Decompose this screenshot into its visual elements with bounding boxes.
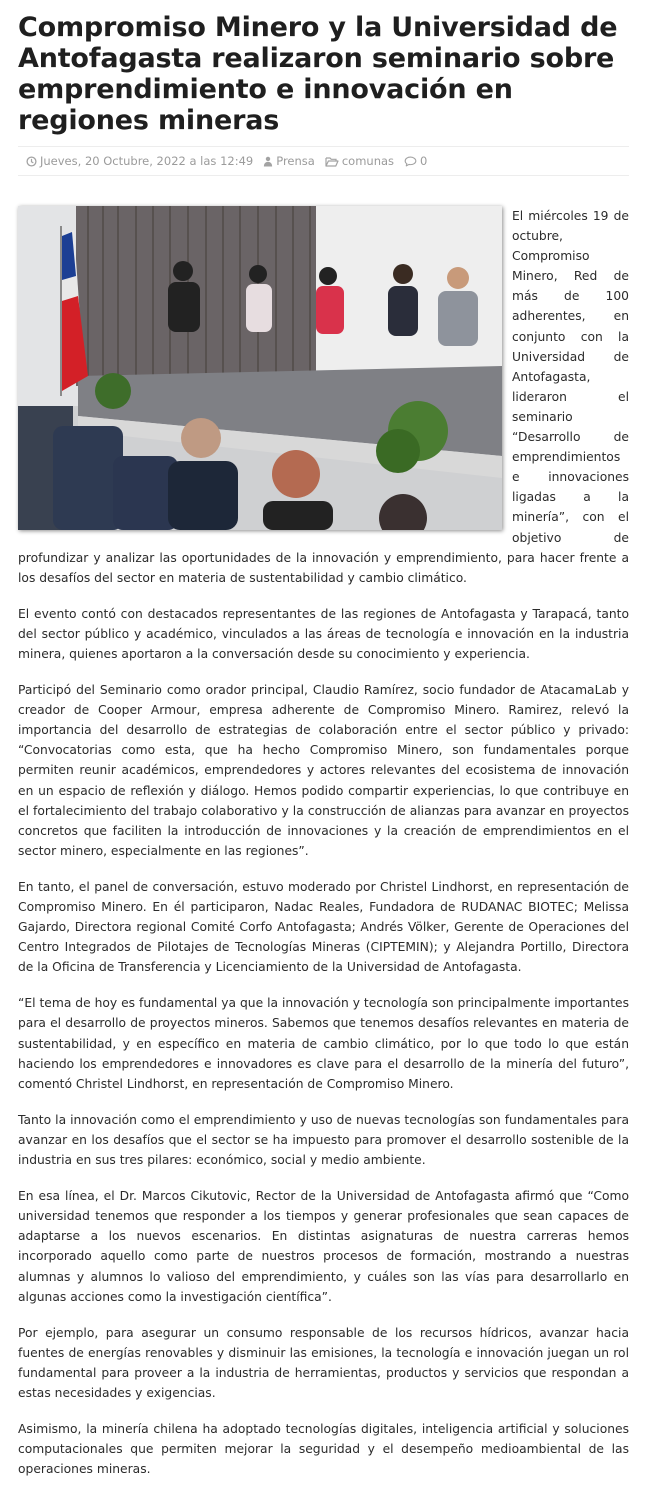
comment-icon xyxy=(404,156,417,167)
paragraph: En esa línea, el Dr. Marcos Cikutovic, Rector de la Universidad de Antofagasta afirmó que “Como universidad tenemos que responder a los tiempos y generar profesionales que sean capaces de adaptarse a los nuevos escenarios. En distintas asignaturas de nuestra carreras hemos incorporado aquello como parte de nuestros procesos de formación, mostrando a nuestras alumnas y alumnos lo valioso del emprendimiento, y cuáles son las vías para desarrollarlo en algunas acciones como la investigación científica”. xyxy=(18,1189,629,1304)
paragraph: El miércoles 19 de octubre, Compromiso Minero, Red de más de 100 adherentes, en conjunto con la Universidad de Antofagasta, lideraron el seminario “Desarrollo de emprendimientos e innovaciones ligadas a la minería”, con el objetivo de profundizar y analizar las oportunidades de la innovación y emprendimiento, para hacer frente a los desafíos del sector en materia de sustentabilidad y cambio climático. xyxy=(18,209,629,585)
paragraph: El evento contó con destacados representantes de las regiones de Antofagasta y Tarapacá, tanto del sector público y académico, vinculados a las áreas de tecnología e innovación en la industria minera, quienes aportaron a la conversación desde su conocimiento y experiencia. xyxy=(18,606,629,661)
article-title: Compromiso Minero y la Universidad de Antofagasta realizaron seminario sobre emprendimiento e innovación en regiones mineras xyxy=(18,12,618,136)
meta-author[interactable] xyxy=(263,154,315,168)
meta-date-text: Jueves, 20 Octubre, 2022 a las 12:49 xyxy=(40,154,254,168)
article-photo xyxy=(18,206,502,530)
meta-author-link[interactable]: Prensa xyxy=(276,154,315,168)
meta-comments[interactable] xyxy=(404,154,427,168)
seminar-photo xyxy=(18,206,502,530)
folder-open-icon xyxy=(325,156,339,167)
meta-category-link[interactable]: comunas xyxy=(341,154,395,168)
meta-comments-count[interactable]: 0 xyxy=(420,154,428,168)
paragraph: En tanto, el panel de conversación, estuvo moderado por Christel Lindhorst, en representación de Compromiso Minero. En él participaron, Nadac Reales, Fundadora de RUDANAC BIOTEC; Melissa Gajardo, Directora regional Comité Corfo Antofagasta; Andrés Völker, Gerente de Operaciones del Centro Integrados de Pilotajes de Tecnologías Mineras (CIPTEMIN); y Alejandra Portillo, Directora de la Oficina de Transferencia y Licenciamiento de la Universidad de Antofagasta. xyxy=(18,879,629,975)
paragraph: Asimismo, la minería chilena ha adoptado tecnologías digitales, inteligencia artificial y soluciones computacionales que permiten mejorar la seguridad y el desempeño medioambiental de las operaciones mineras. xyxy=(18,1422,629,1477)
paragraph: Por ejemplo, para asegurar un consumo responsable de los recursos hídricos, avanzar hacia fuentes de energías renovables y disminuir las emisiones, la tecnología e innovación juegan un rol fundamental para proveer a la industria de herramientas, productos y servicios que respondan a estas necesidades y exigencias. xyxy=(18,1325,629,1400)
clock-icon xyxy=(26,156,37,167)
paragraph: Tanto la innovación como el emprendimiento y uso de nuevas tecnologías son fundamentales para avanzar en los desafíos que el sector se ha impuesto para promover el desarrollo sostenible de la industria en sus tres pilares: económico, social y medio ambiente. xyxy=(18,1112,629,1168)
article-body xyxy=(18,206,629,1479)
article-meta xyxy=(18,146,629,176)
user-icon xyxy=(263,156,273,167)
meta-date xyxy=(26,154,253,168)
meta-category[interactable] xyxy=(325,154,394,168)
paragraph: Participó del Seminario como orador principal, Claudio Ramírez, socio fundador de AtacamaLab y creador de Cooper Armour, empresa adherente de Compromiso Minero. Ramirez, relevó la importancia del desarrollo de estrategias de colaboración entre el sector público y privado: “Convocatorias como esta, que ha hecho Compromiso Minero, son fundamentales porque permiten reunir académicos, emprendedores y actores relevantes del ecosistema de innovación en un espacio de reflexión y diálogo. Hemos podido compartir experiencias, lo que contribuye en el fortalecimiento del trabajo colaborativo y la construcción de alianzas para avanzar en proyectos concretos que faciliten la introducción de innovaciones y la creación de emprendimientos en el sector minero, especialmente en las regiones”. xyxy=(18,683,629,858)
article xyxy=(18,0,629,1479)
paragraph: “El tema de hoy es fundamental ya que la innovación y tecnología son principalmente importantes para el desarrollo de proyectos mineros. Sabemos que tenemos desafíos relevantes en materia de sustentabilidad, y en específico en materia de cambio climático, por lo que todo lo que están haciendo los emprendedores e innovadores es clave para el desarrollo de la minería del futuro”, comentó Christel Lindhorst, en representación de Compromiso Minero. xyxy=(18,996,629,1091)
